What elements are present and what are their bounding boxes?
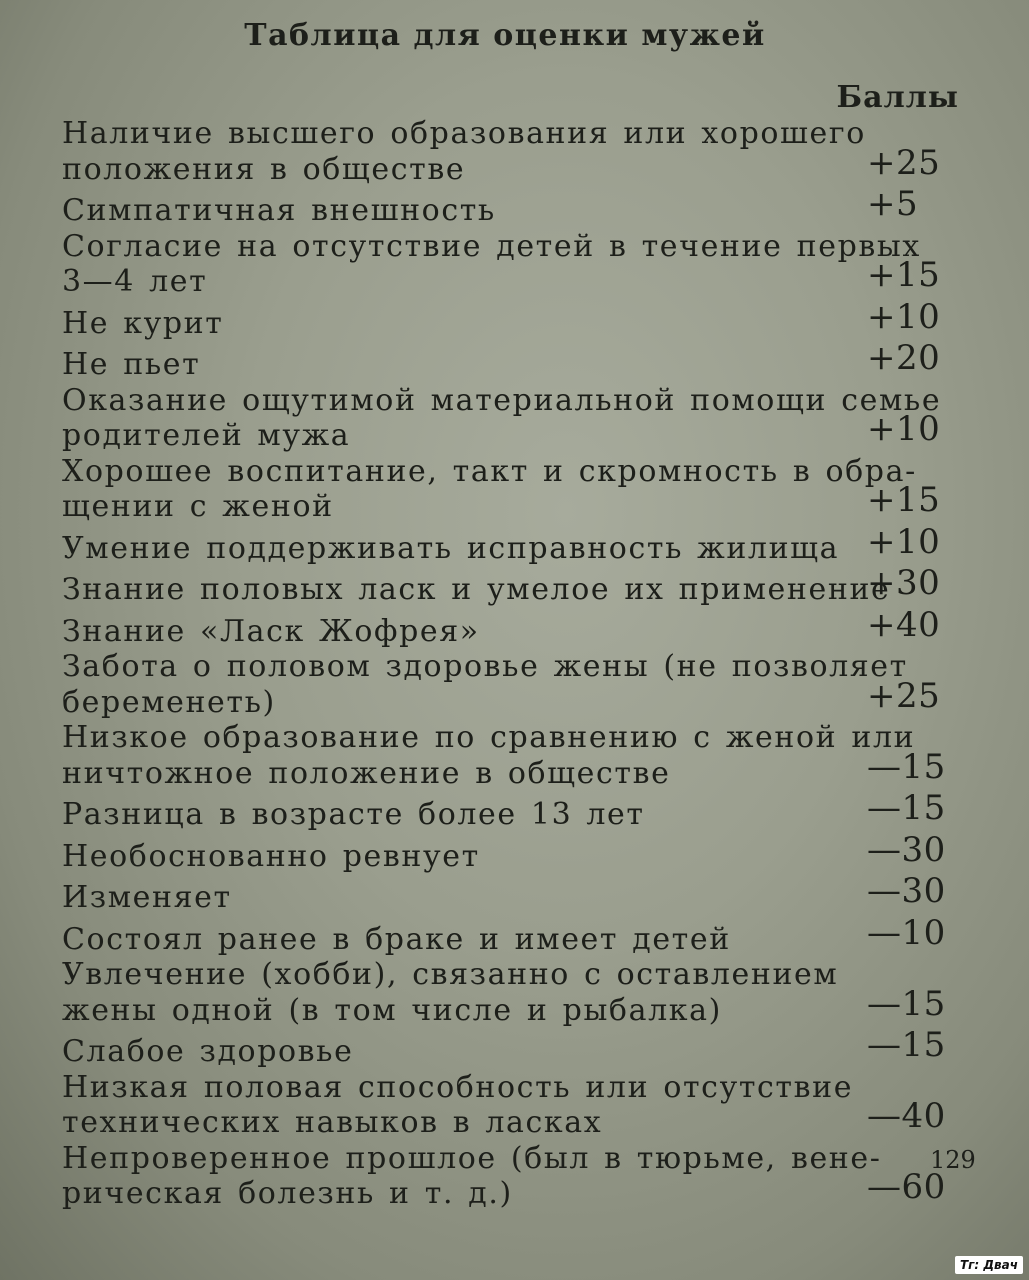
- criteria-score: —15: [867, 788, 946, 828]
- criteria-text-line: Необоснованно ревнует: [62, 838, 480, 874]
- criteria-score: —10: [867, 912, 946, 953]
- criteria-score: +10: [867, 296, 941, 337]
- criteria-text-line: Слабое здоровье: [62, 1034, 354, 1069]
- criteria-text: [62, 116, 866, 187]
- criteria-score: —15: [867, 983, 946, 1024]
- criteria-text: [62, 572, 891, 608]
- criteria-text-line: Знание «Ласк Жофрея»: [62, 613, 480, 649]
- score-column-header: Баллы: [836, 80, 959, 115]
- criteria-score: —30: [867, 829, 946, 870]
- criteria-text-line: Знание половых ласк и умелое их применение: [62, 572, 891, 607]
- criteria-text-line: 3—4 лет: [62, 264, 208, 299]
- criteria-score: +40: [867, 604, 941, 645]
- criteria-text-line: Не пьет: [62, 347, 201, 382]
- criteria-text-line: Симпатичная внешность: [62, 193, 496, 228]
- criteria-text-line: Изменяет: [62, 880, 232, 915]
- criteria-text-line: технических навыков в ласках: [62, 1105, 603, 1140]
- criteria-row: [62, 454, 977, 525]
- criteria-text-line: ничтожное положение в обществе: [62, 755, 671, 791]
- criteria-text: [62, 839, 852, 875]
- criteria-text: [62, 1034, 852, 1070]
- criteria-row: [62, 184, 977, 229]
- criteria-text-line: Низкая половая способность или отсутствие: [62, 1069, 854, 1105]
- criteria-text-line: родителей мужа: [62, 418, 351, 453]
- criteria-text-line: Согласие на отсутствие детей в течение первых: [62, 228, 921, 264]
- criteria-row: [62, 296, 977, 342]
- criteria-row: [62, 912, 977, 958]
- criteria-row: [62, 116, 977, 187]
- criteria-row: [62, 604, 977, 650]
- criteria-text-line: Не курит: [62, 305, 224, 341]
- criteria-row: [62, 829, 977, 875]
- criteria-text: [62, 880, 852, 916]
- criteria-score: —30: [867, 871, 946, 911]
- criteria-text-line: щении с женой: [62, 489, 334, 524]
- criteria-text-line: беременеть): [62, 684, 276, 720]
- criteria-score: +25: [867, 675, 941, 716]
- criteria-text: [62, 1140, 882, 1212]
- criteria-score: +15: [867, 255, 941, 295]
- criteria-score: —15: [867, 746, 946, 787]
- page-title: Таблица для оценки мужей: [244, 18, 766, 53]
- criteria-score: —15: [867, 1025, 946, 1065]
- criteria-text: [62, 306, 852, 342]
- criteria-score: +30: [867, 563, 941, 603]
- criteria-row: [62, 338, 977, 383]
- criteria-text: [62, 614, 852, 650]
- criteria-text-line: Состоял ранее в браке и имеет детей: [62, 921, 731, 957]
- criteria-text-line: Низкое образование по сравнению с женой или: [62, 720, 916, 755]
- criteria-row: [62, 521, 977, 567]
- criteria-text-line: Наличие высшего образования или хорошего: [62, 116, 866, 151]
- criteria-score: +15: [867, 480, 941, 520]
- criteria-text-line: положения в обществе: [62, 151, 466, 187]
- criteria-text-line: рическая болезнь и т. д.): [62, 1176, 513, 1211]
- criteria-text: [62, 531, 852, 567]
- criteria-text-line: Увлечение (хобби), связанно с оставлением: [62, 957, 839, 992]
- criteria-row: [62, 788, 977, 833]
- criteria-text: [62, 957, 852, 1028]
- criteria-text-line: Хорошее воспитание, такт и скромность в обра-: [62, 453, 917, 489]
- criteria-text-line: Умение поддерживать исправность жилища: [62, 530, 840, 566]
- criteria-row: [62, 649, 977, 720]
- criteria-row: [62, 1070, 977, 1141]
- criteria-score: +5: [867, 184, 919, 224]
- criteria-row: [62, 871, 977, 916]
- criteria-row: [62, 563, 977, 608]
- criteria-score: +20: [867, 338, 941, 378]
- criteria-row: [62, 1025, 977, 1070]
- criteria-score: —40: [867, 1096, 946, 1136]
- criteria-score: +25: [867, 142, 941, 183]
- criteria-text: [62, 797, 852, 833]
- criteria-score: +10: [867, 521, 941, 562]
- criteria-list: [62, 116, 977, 1212]
- criteria-row: [62, 229, 977, 300]
- criteria-text: [62, 922, 852, 958]
- criteria-row: [62, 957, 977, 1028]
- criteria-row: [62, 383, 977, 454]
- criteria-text: [62, 193, 852, 229]
- criteria-score: +10: [867, 409, 941, 449]
- page-number: 129: [930, 1146, 976, 1174]
- criteria-text-line: Разница в возрасте более 13 лет: [62, 797, 645, 832]
- criteria-row: [62, 1141, 977, 1212]
- criteria-text-line: Оказание ощутимой материальной помощи семье: [62, 382, 942, 418]
- criteria-text-line: Забота о половом здоровье жены (не позволяет: [62, 649, 908, 684]
- criteria-text: [62, 1070, 852, 1141]
- criteria-text-line: жены одной (в том числе и рыбалка): [62, 992, 722, 1028]
- criteria-text: [62, 347, 852, 383]
- channel-watermark: Тг: Двач: [955, 1256, 1023, 1274]
- criteria-row: [62, 720, 977, 791]
- criteria-score: —60: [867, 1167, 946, 1207]
- criteria-text-line: Непроверенное прошлое (был в тюрьме, вене-: [62, 1140, 882, 1176]
